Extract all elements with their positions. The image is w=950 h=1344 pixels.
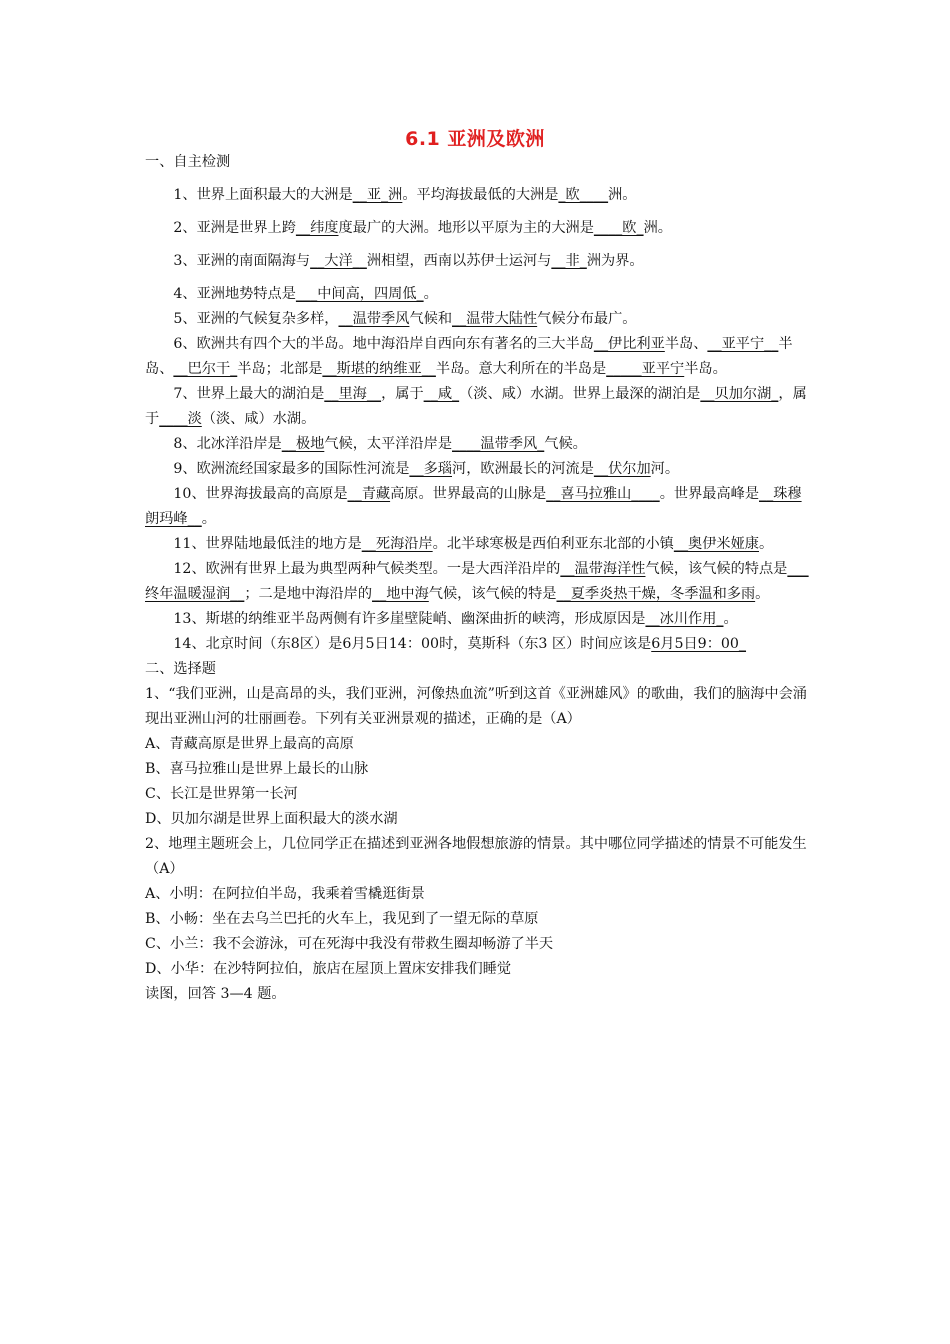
question-text: 半岛；北部是 <box>237 361 323 377</box>
answer-blank: __纬度 <box>295 220 339 236</box>
question-text: ，属于 <box>381 386 424 402</box>
fill-question <box>145 249 810 274</box>
fill-in-questions <box>145 183 810 657</box>
question-text: 洲。 <box>643 220 672 236</box>
question-text: （淡、咸）水湖。世界上最深的湖泊是 <box>459 386 701 402</box>
answer-blank: __青藏 <box>347 486 391 502</box>
answer-blank: __奥伊米娅康 <box>673 536 759 552</box>
answer-blank: __巴尔干_ <box>173 361 238 377</box>
choice-option: B、小畅：坐在去乌兰巴托的火车上，我见到了一望无际的草原 <box>145 911 539 927</box>
fill-question <box>145 457 810 482</box>
question-text: 气候分布最广。 <box>537 311 637 327</box>
question-text: 。 <box>201 511 216 527</box>
answer-blank: ___终年温暖湿润__ <box>145 561 809 602</box>
question-text: ，属于 <box>145 386 807 427</box>
answer-blank: __温带季风 <box>338 311 410 327</box>
fill-question <box>145 183 810 208</box>
answer-blank: ____淡 <box>159 411 202 427</box>
answer-blank: ____欧_ <box>593 220 644 236</box>
question-text: 9、欧洲流经国家最多的国际性河流是 <box>173 461 410 477</box>
answer-blank: __温带大陆性 <box>452 311 538 327</box>
fill-question <box>145 332 810 382</box>
answer-blank: _欧____ <box>558 187 609 203</box>
answer-blank: 6月5日9：00_ <box>651 636 747 652</box>
answer-blank: ____温带季风_ <box>452 436 545 452</box>
question-text: 。 <box>755 586 770 602</box>
fill-question <box>145 557 810 607</box>
question-text: 河。 <box>650 461 680 477</box>
fill-question <box>145 632 810 657</box>
answer-blank: ___中间高，四周低_ <box>295 286 424 302</box>
answer-blank: __冰川作用_ <box>645 611 724 627</box>
question-text: 洲为界。 <box>586 253 644 269</box>
choice-option: C、长江是世界第一长河 <box>145 786 298 802</box>
question-text: 1、世界上面积最大的大洲是 <box>173 187 353 203</box>
question-text: 4、亚洲地势特点是 <box>173 286 296 302</box>
answer-blank: __亚_洲 <box>352 187 403 203</box>
choice-questions <box>145 682 810 982</box>
choice-question-stem: 2、地理主题班会上，几位同学正在描述到亚洲各地假想旅游的情景。其中哪位同学描述的情景不可能发生（A） <box>145 836 807 877</box>
fill-question <box>145 432 810 457</box>
answer-blank: _____亚平宁 <box>606 361 685 377</box>
question-text: 半岛、 <box>664 336 708 352</box>
question-text: 3、亚洲的南面隔海与 <box>173 253 311 269</box>
question-text: ；二是地中海沿岸的 <box>244 586 373 602</box>
answer-blank: __大洋__ <box>310 253 367 269</box>
answer-blank: __斯堪的纳维亚__ <box>322 361 436 377</box>
page-title: 6.1 亚洲及欧洲 <box>405 128 545 150</box>
document-body <box>145 150 810 1007</box>
question-text: 。北半球寒极是西伯利亚东北部的小镇 <box>432 536 674 552</box>
question-text: 气候，该气候的特是 <box>428 586 557 602</box>
question-text: 10、世界海拔最高的高原是 <box>173 486 348 502</box>
question-text: 气候，该气候的特点是 <box>645 561 788 577</box>
answer-blank: __地中海 <box>372 586 429 602</box>
choice-option: B、喜马拉雅山是世界上最长的山脉 <box>145 761 369 777</box>
question-text: 13、斯堪的纳维亚半岛两侧有许多崖壁陡峭、幽深曲折的峡湾，形成原因是 <box>173 611 646 627</box>
fill-question <box>145 307 810 332</box>
answer-blank: __伏尔加 <box>593 461 651 477</box>
question-text: 。 <box>723 611 738 627</box>
answer-blank: __里海__ <box>324 386 382 402</box>
answer-blank: __亚平宁__ <box>707 336 779 352</box>
question-text: 6、欧洲共有四个大的半岛。地中海沿岸自西向东有著名的三大半岛 <box>173 336 594 352</box>
fill-question <box>145 216 810 241</box>
choice-option: A、小明：在阿拉伯半岛，我乘着雪橇逛街景 <box>145 886 425 902</box>
question-text: 气候和 <box>409 311 453 327</box>
answer-blank: __贝加尔湖_ <box>700 386 779 402</box>
question-text: 11、世界陆地最低洼的地方是 <box>173 536 362 552</box>
question-text: 半岛。 <box>684 361 727 377</box>
choice-option: C、小兰：我不会游泳，可在死海中我没有带救生圈却畅游了半天 <box>145 936 554 952</box>
answer-blank: __非_ <box>551 253 587 269</box>
read-map-instruction: 读图，回答 3—4 题。 <box>145 986 286 1002</box>
answer-blank: __珠穆朗玛峰__ <box>145 486 802 527</box>
question-text: 。 <box>423 286 438 302</box>
choice-option: D、小华：在沙特阿拉伯，旅店在屋顶上置床安排我们睡觉 <box>145 961 512 977</box>
answer-blank: __死海沿岸 <box>361 536 433 552</box>
fill-question <box>145 482 810 532</box>
question-text: （淡、咸）水湖。 <box>201 411 316 427</box>
section-heading-choice: 二、选择题 <box>145 661 216 677</box>
question-text: 半岛、 <box>145 336 793 377</box>
choice-option: D、贝加尔湖是世界上面积最大的淡水湖 <box>145 811 398 827</box>
answer-blank: __多瑙 <box>409 461 452 477</box>
question-text: 河，欧洲最长的河流是 <box>452 461 594 477</box>
answer-blank: __伊比利亚 <box>593 336 665 352</box>
question-text: 洲相望，西南以苏伊士运河与 <box>366 253 552 269</box>
answer-blank: __温带海洋性 <box>560 561 646 577</box>
answer-blank: __喜马拉雅山____ <box>546 486 660 502</box>
question-text: 高原。世界最高的山脉是 <box>390 486 547 502</box>
question-text: 5、亚洲的气候复杂多样， <box>173 311 339 327</box>
fill-question <box>145 282 810 307</box>
question-text: 12、欧洲有世界上最为典型两种气候类型。一是大西洋沿岸的 <box>173 561 561 577</box>
question-text: 7、世界上最大的湖泊是 <box>173 386 325 402</box>
question-text: 气候。 <box>544 436 587 452</box>
question-text: 。平均海拔最低的大洲是 <box>402 187 559 203</box>
section-heading-self-check: 一、自主检测 <box>145 154 231 170</box>
question-text: 度最广的大洲。地形以平原为主的大洲是 <box>338 220 594 236</box>
question-text: 2、亚洲是世界上跨 <box>173 220 296 236</box>
question-text: 洲。 <box>608 187 637 203</box>
choice-option: A、青藏高原是世界上最高的高原 <box>145 736 354 752</box>
question-text: 8、北冰洋沿岸是 <box>173 436 282 452</box>
question-text: 。世界最高峰是 <box>659 486 760 502</box>
fill-question <box>145 607 810 632</box>
question-text: 气候，太平洋沿岸是 <box>324 436 453 452</box>
question-text: 半岛。意大利所在的半岛是 <box>435 361 607 377</box>
question-text: 。 <box>759 536 774 552</box>
answer-blank: __极地 <box>281 436 325 452</box>
answer-blank: __夏季炎热干燥，冬季温和多雨 <box>556 586 756 602</box>
question-text: 14、北京时间（东8区）是6月5日14：00时，莫斯科（东3 区）时间应该是 <box>173 636 652 652</box>
fill-question <box>145 382 810 432</box>
fill-question <box>145 532 810 557</box>
answer-blank: __咸_ <box>423 386 460 402</box>
choice-question-stem: 1、“我们亚洲，山是高昂的头，我们亚洲，河像热血流”听到这首《亚洲雄风》的歌曲，我们的脑海中会涌现出亚洲山河的壮丽画卷。下列有关亚洲景观的描述，正确的是（A） <box>145 686 807 727</box>
